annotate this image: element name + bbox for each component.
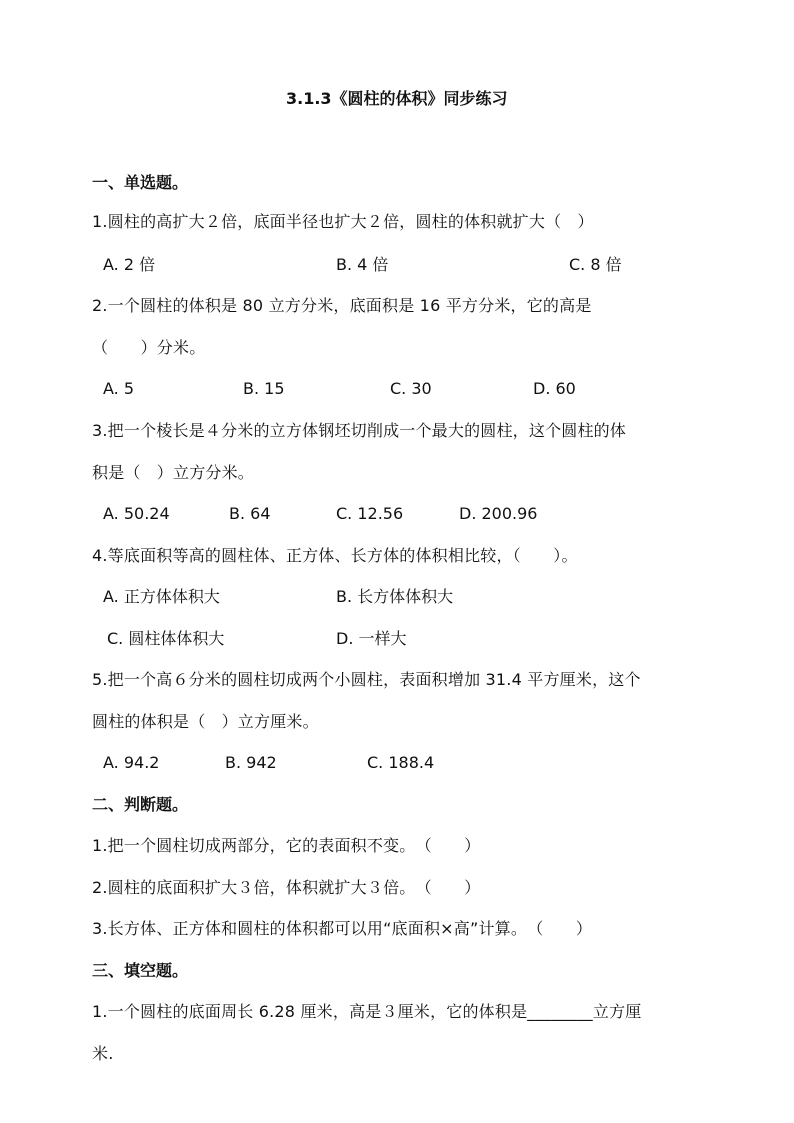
section3-heading: 三、填空题。 — [92, 961, 189, 980]
q5-option-a: A. 94.2 — [103, 753, 160, 772]
q4-option-c: C. 圆柱体体积大 — [107, 629, 225, 648]
q2-option-c: C. 30 — [390, 379, 432, 398]
judge-item-3: 3.长方体、正方体和圆柱的体积都可以用“底面积×高”计算。 （ ） — [92, 919, 593, 938]
question-3-line1: 3.把一个棱长是４分米的立方体钢坯切削成一个最大的圆柱，这个圆柱的体 — [92, 421, 627, 440]
q5-option-b: B. 942 — [225, 753, 277, 772]
question-4: 4.等底面积等高的圆柱体、正方体、长方体的体积相比较，（ ）。 — [92, 546, 578, 565]
question-5-line2: 圆柱的体积是（ ）立方厘米。 — [92, 712, 319, 731]
q4-option-a: A. 正方体体积大 — [103, 587, 220, 606]
q3-option-c: C. 12.56 — [336, 504, 404, 523]
q3-option-b: B. 64 — [229, 504, 271, 523]
section1-heading: 一、单选题。 — [92, 173, 189, 192]
q2-option-d: D. 60 — [533, 379, 576, 398]
q5-option-c: C. 188.4 — [367, 753, 435, 772]
q4-option-d: D. 一样大 — [336, 629, 407, 648]
question-2-line1: 2.一个圆柱的体积是 80 立方分米，底面积是 16 平方分米，它的高是 — [92, 296, 592, 315]
fill-question-1-line2: 米. — [92, 1044, 114, 1063]
q3-option-a: A. 50.24 — [103, 504, 170, 523]
question-2-line2: （ ）分米。 — [92, 338, 206, 357]
q2-option-b: B. 15 — [243, 379, 285, 398]
judge-item-1: 1.把一个圆柱切成两部分，它的表面积不变。 （ ） — [92, 836, 481, 855]
question-1: 1.圆柱的高扩大２倍，底面半径也扩大２倍，圆柱的体积就扩大（ ） — [92, 212, 594, 231]
page-title: 3.1.3《圆柱的体积》同步练习 — [286, 89, 508, 108]
q1-option-c: C. 8 倍 — [569, 255, 622, 274]
q3-option-d: D. 200.96 — [459, 504, 538, 523]
section2-heading: 二、判断题。 — [92, 795, 189, 814]
judge-item-2: 2.圆柱的底面积扩大３倍，体积就扩大３倍。 （ ） — [92, 878, 481, 897]
fill-question-1-line1: 1.一个圆柱的底面周长 6.28 厘米，高是３厘米，它的体积是________立方厘 — [92, 1002, 642, 1021]
question-3-line2: 积是（ ）立方分米。 — [92, 463, 255, 482]
question-5-line1: 5.把一个高６分米的圆柱切成两个小圆柱，表面积增加 31.4 平方厘米，这个 — [92, 670, 641, 689]
q2-option-a: A. 5 — [103, 379, 135, 398]
q1-option-b: B. 4 倍 — [336, 255, 389, 274]
q4-option-b: B. 长方体体积大 — [336, 587, 454, 606]
q1-option-a: A. 2 倍 — [103, 255, 156, 274]
